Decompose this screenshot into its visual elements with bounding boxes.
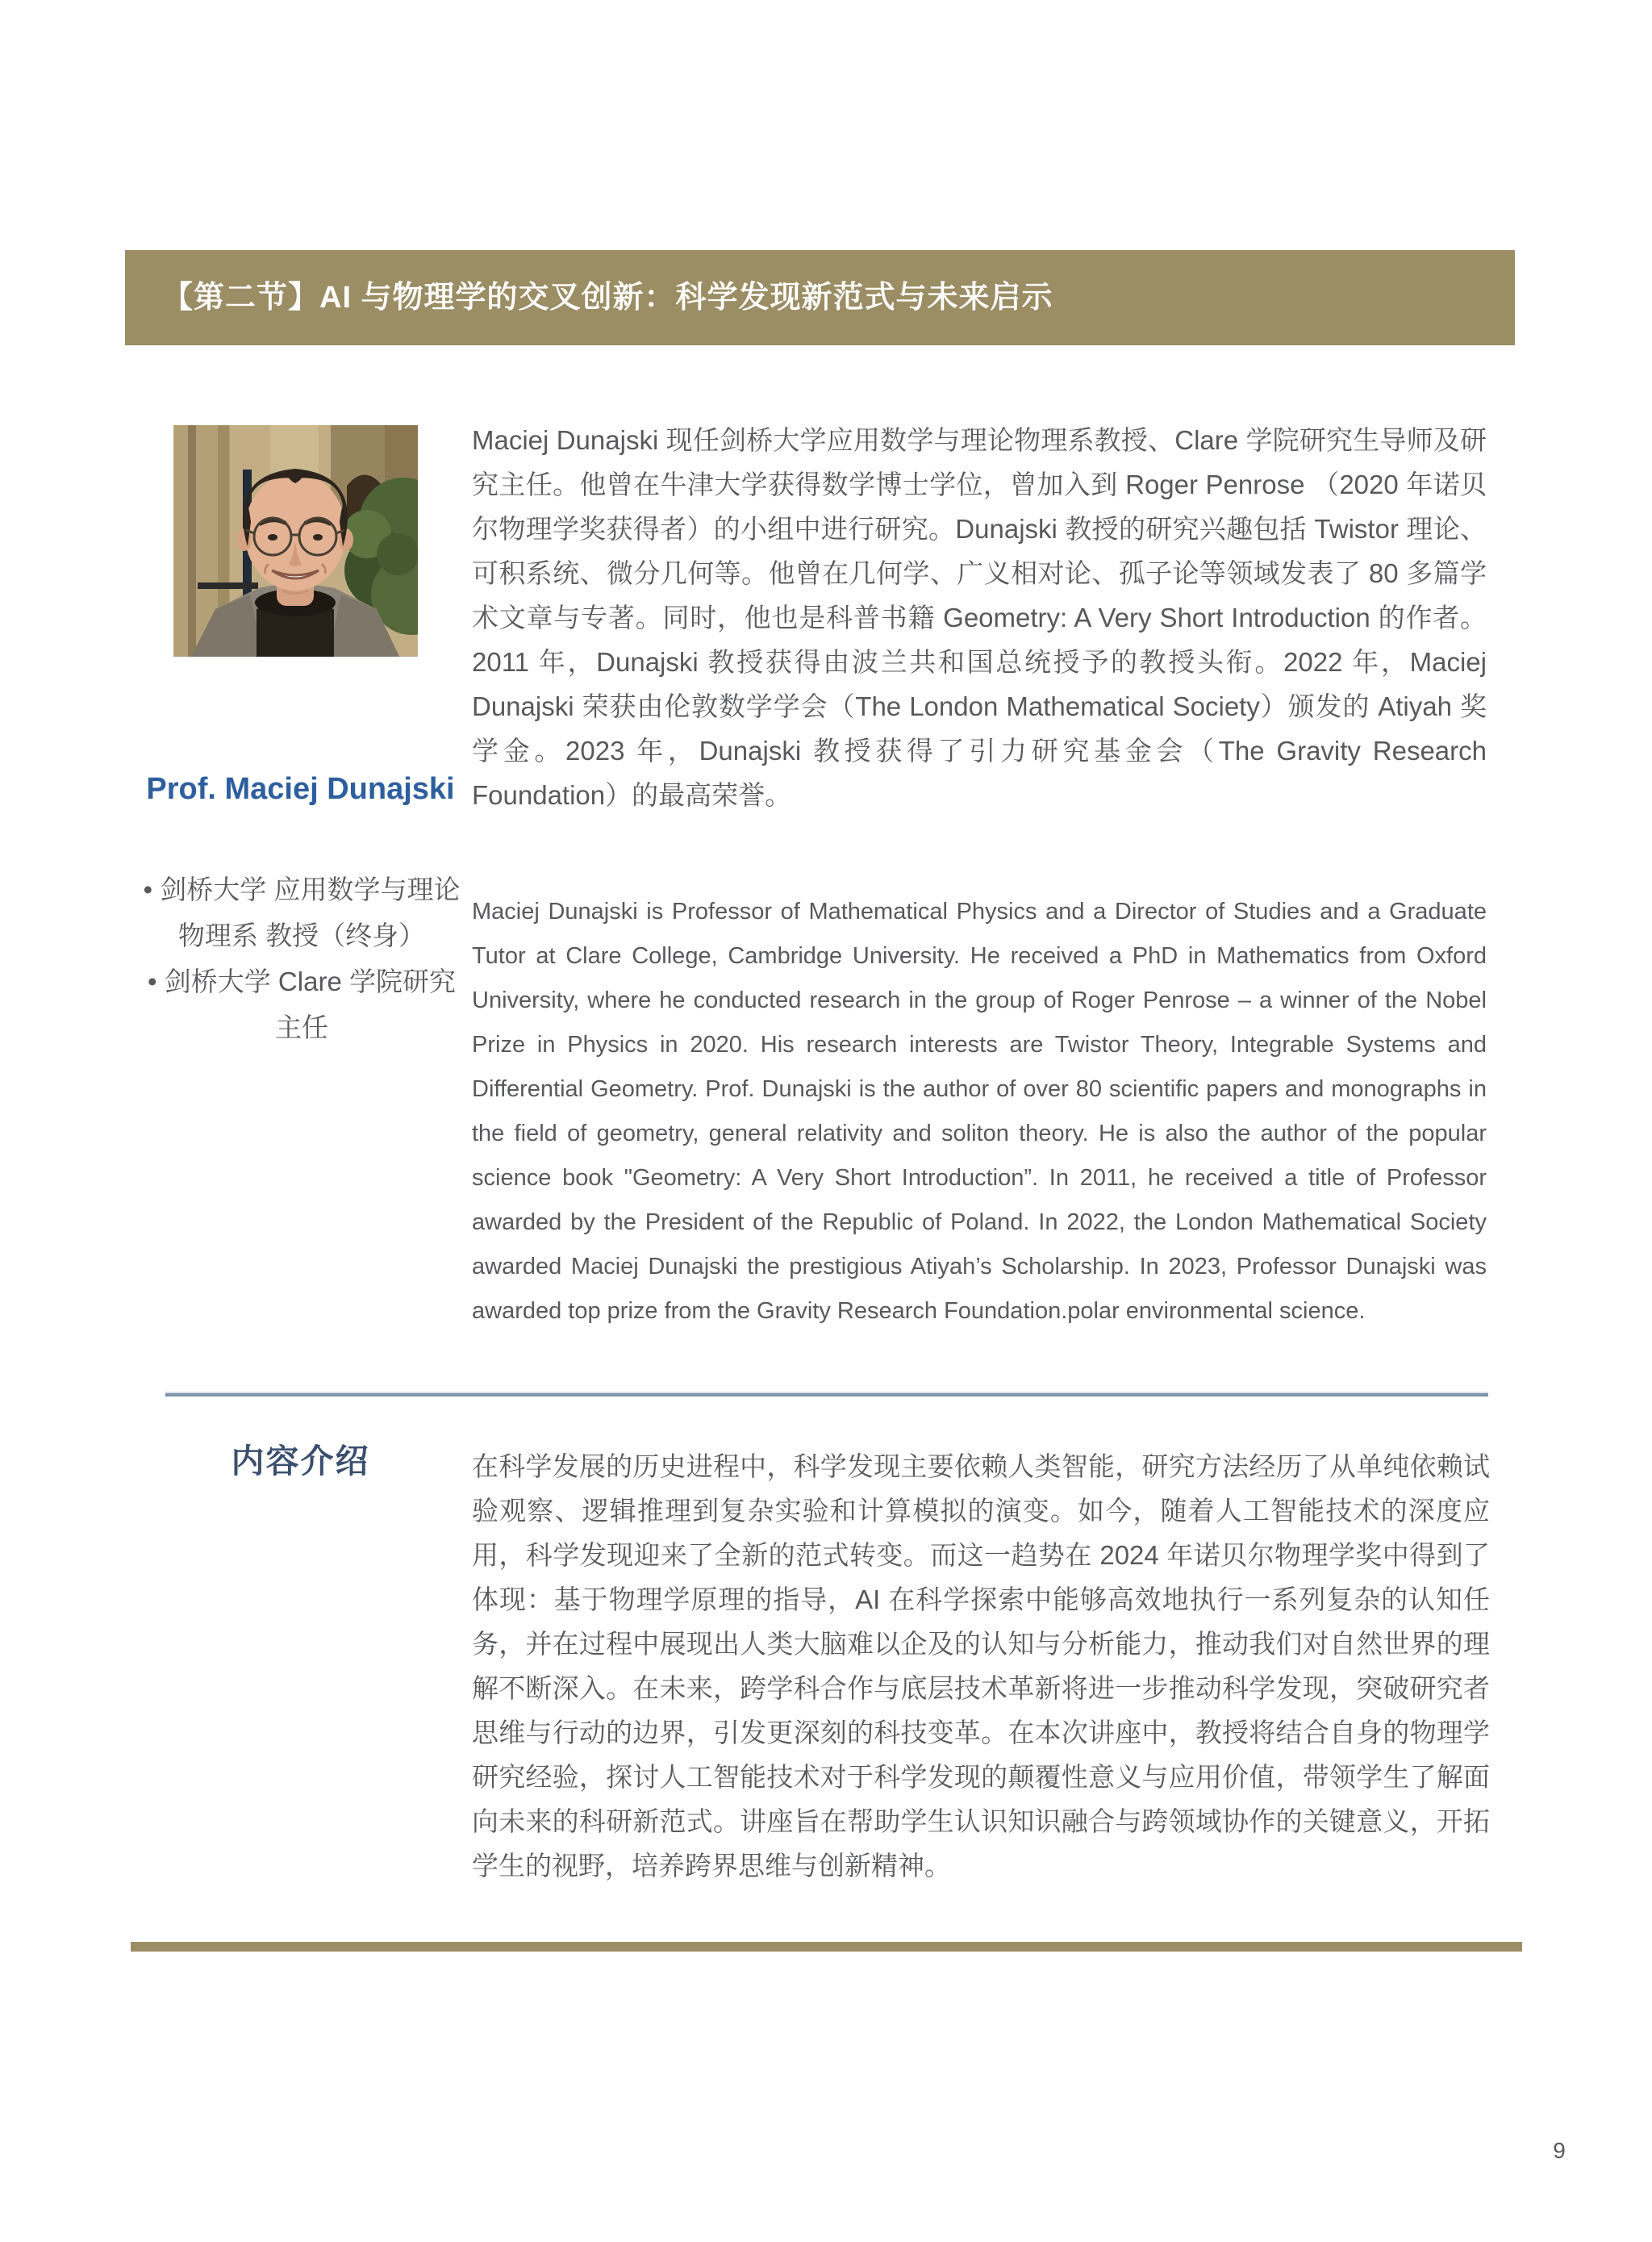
bio-paragraph-chinese: Maciej Dunajski 现任剑桥大学应用数学与理论物理系教授、Clare 学院研究生导师及研究主任。他曾在牛津大学获得数学博士学位，曾加入到 Roger Penrose （2020 年诺贝尔物理学奖获得者）的小组中进行研究。Dunajski 教授的研究兴趣包括 Twistor 理论、可积系统、微分几何等。他曾在几何学、广义相对论、孤子论等领域发表了 80 多篇学术文章与专著。同时，他也是科普书籍 Geometry: A Very Short Introduction 的作者。2011 年，Dunajski 教授获得由波兰共和国总统授予的教授头衔。2022 年，Maciej Dunajski 荣获由伦敦数学学会（The London Mathematical Society）颁发的 Atiyah 奖学金。2023 年，Dunajski 教授获得了引力研究基金会（The Gravity Research Foundation）的最高荣誉。 [472, 425, 1487, 810]
professor-photo-illustration [173, 425, 418, 657]
page-number: 9 [1553, 2138, 1566, 2163]
content-intro-paragraph: 在科学发展的历史进程中，科学发现主要依赖人类智能，研究方法经历了从单纯依赖试验观察、逻辑推理到复杂实验和计算模拟的演变。如今，随着人工智能技术的深度应用，科学发现迎来了全新的范式转变。而这一趋势在 2024 年诺贝尔物理学奖中得到了体现：基于物理学原理的指导，AI 在科学探索中能够高效地执行一系列复杂的认知任务，并在过程中展现出人类大脑难以企及的认知与分析能力，推动我们对自然世界的理解不断深入。在未来，跨学科合作与底层技术革新将进一步推动科学发现，突破研究者思维与行动的边界，引发更深刻的科技变革。在本次讲座中，教授将结合自身的物理学研究经验，探讨人工智能技术对于科学发现的颠覆性意义与应用价值，带领学生了解面向未来的科研新范式。讲座旨在帮助学生认识知识融合与跨领域协作的关键意义，开拓学生的视野，培养跨界思维与创新精神。 [472, 1451, 1490, 1881]
professor-title-list [136, 866, 468, 1050]
professor-photo [173, 425, 418, 657]
footer-gold-bar [131, 1942, 1522, 1952]
professor-name: Prof. Maciej Dunajski [146, 772, 455, 806]
professor-title-item: • 剑桥大学 Clare 学院研究主任 [136, 958, 468, 1050]
professor-title-item: • 剑桥大学 应用数学与理论物理系 教授（终身） [136, 866, 468, 958]
content-intro-heading: 内容介绍 [231, 1442, 370, 1480]
section-divider-line [165, 1392, 1488, 1397]
section-header-banner: 【第二节】AI 与物理学的交叉创新：科学发现新范式与未来启示 [125, 250, 1515, 345]
bio-paragraph-english: Maciej Dunajski is Professor of Mathematical Physics and a Director of Studies and a Graduate Tutor at Clare College, Cambridge University. He received a PhD in Mathematics from Oxford University, where he conducted research in the group of Roger Penrose – a winner of the Nobel Prize in Physics in 2020. His research interests are Twistor Theory, Integrable Systems and Differential Geometry. Prof. Dunajski is the author of over 80 scientific papers and monographs in the field of geometry, general relativity and soliton theory. He is also the author of the popular science book "Geometry: A Very Short Introduction”. In 2011, he received a title of Professor awarded by the President of the Republic of Poland. In 2022, the London Mathematical Society awarded Maciej Dunajski the prestigious Atiyah’s Scholarship. In 2023, Professor Dunajski was awarded top prize from the Gravity Research Foundation.polar environmental science. [472, 899, 1487, 1324]
